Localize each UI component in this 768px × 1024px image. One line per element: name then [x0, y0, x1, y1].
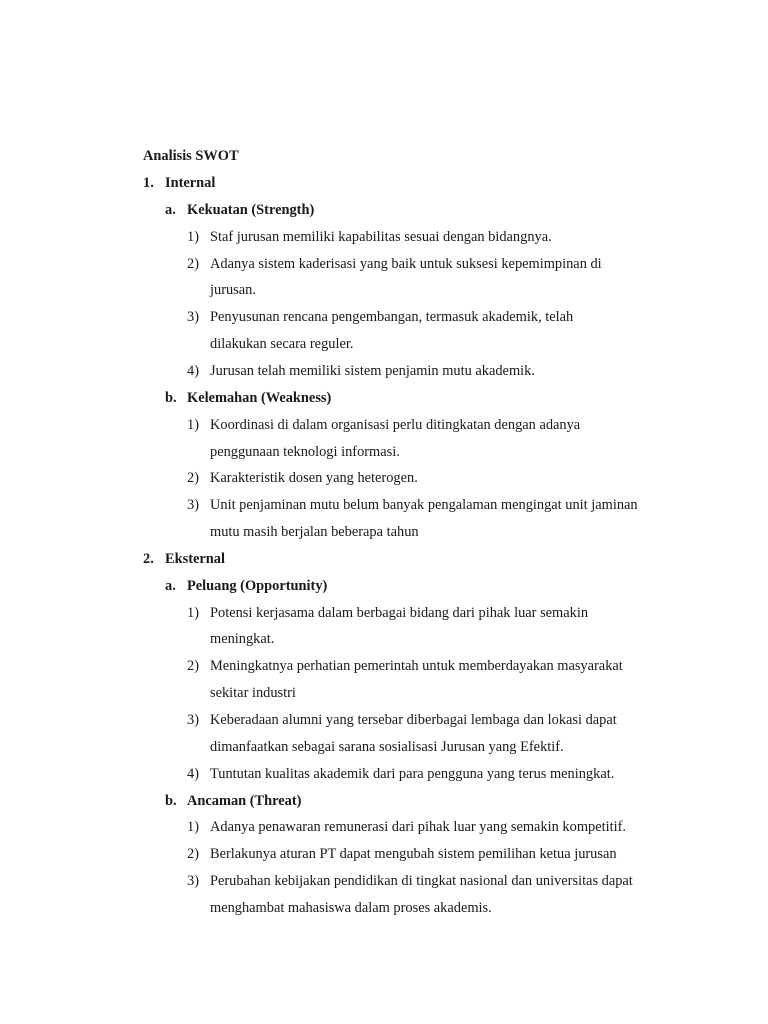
list-item-text: jurusan.	[210, 282, 256, 298]
list-item-text: Karakteristik dosen yang heterogen.	[210, 470, 418, 486]
list-item-text: Staf jurusan memiliki kapabilitas sesuai dengan bidangnya.	[210, 229, 552, 245]
list-item-text: Tuntutan kualitas akademik dari para pengguna yang terus meningkat.	[210, 766, 615, 782]
list-item-text: dimanfaatkan sebagai sarana sosialisasi Jurusan yang Efektif.	[210, 739, 564, 755]
list-item-text: Penyusunan rencana pengembangan, termasuk akademik, telah	[210, 309, 574, 325]
list-item-number: 3)	[187, 497, 199, 513]
list-item-number: 3)	[187, 712, 199, 728]
list-item-text: mutu masih berjalan beberapa tahun	[210, 524, 419, 540]
list-item-number: 4)	[187, 363, 199, 379]
section-heading: Eksternal	[165, 551, 225, 567]
subsection-letter: b.	[165, 793, 177, 809]
list-item-text: menghambat mahasiswa dalam proses akademis.	[210, 900, 492, 916]
list-item-number: 3)	[187, 873, 199, 889]
list-item-text: dilakukan secara reguler.	[210, 336, 354, 352]
list-item-text: Koordinasi di dalam organisasi perlu ditingkatan dengan adanya	[210, 417, 581, 433]
list-item-text: Unit penjaminan mutu belum banyak pengalaman mengingat unit jaminan	[210, 497, 638, 513]
list-item-text: Meningkatnya perhatian pemerintah untuk memberdayakan masyarakat	[210, 658, 623, 674]
list-item-text: Adanya sistem kaderisasi yang baik untuk suksesi kepemimpinan di	[210, 256, 602, 272]
subsection-heading: Ancaman (Threat)	[187, 793, 302, 809]
list-item-number: 1)	[187, 819, 199, 835]
list-item-number: 3)	[187, 309, 199, 325]
list-item-number: 1)	[187, 229, 199, 245]
list-item-text: meningkat.	[210, 631, 275, 647]
list-item-number: 4)	[187, 766, 199, 782]
list-item-text: Potensi kerjasama dalam berbagai bidang dari pihak luar semakin	[210, 605, 589, 621]
list-item-number: 2)	[187, 658, 199, 674]
subsection-heading: Kekuatan (Strength)	[187, 202, 315, 218]
list-item-text: Jurusan telah memiliki sistem penjamin mutu akademik.	[210, 363, 535, 379]
list-item-number: 2)	[187, 846, 199, 862]
list-item-number: 2)	[187, 256, 199, 272]
document-title: Analisis SWOT	[143, 148, 239, 164]
section-number: 1.	[143, 175, 154, 191]
list-item-number: 1)	[187, 605, 199, 621]
list-item-number: 1)	[187, 417, 199, 433]
list-item-text: sekitar industri	[210, 685, 296, 701]
list-item-number: 2)	[187, 470, 199, 486]
list-item-text: penggunaan teknologi informasi.	[210, 444, 400, 460]
subsection-letter: a.	[165, 578, 176, 594]
subsection-letter: b.	[165, 390, 177, 406]
section-number: 2.	[143, 551, 154, 567]
list-item-text: Berlakunya aturan PT dapat mengubah sistem pemilihan ketua jurusan	[210, 846, 617, 862]
list-item-text: Keberadaan alumni yang tersebar diberbagai lembaga dan lokasi dapat	[210, 712, 617, 728]
list-item-text: Adanya penawaran remunerasi dari pihak luar yang semakin kompetitif.	[210, 819, 626, 835]
list-item-text: Perubahan kebijakan pendidikan di tingkat nasional dan universitas dapat	[210, 873, 633, 889]
subsection-heading: Peluang (Opportunity)	[187, 578, 328, 594]
subsection-heading: Kelemahan (Weakness)	[187, 390, 332, 406]
section-heading: Internal	[165, 175, 216, 191]
subsection-letter: a.	[165, 202, 176, 218]
